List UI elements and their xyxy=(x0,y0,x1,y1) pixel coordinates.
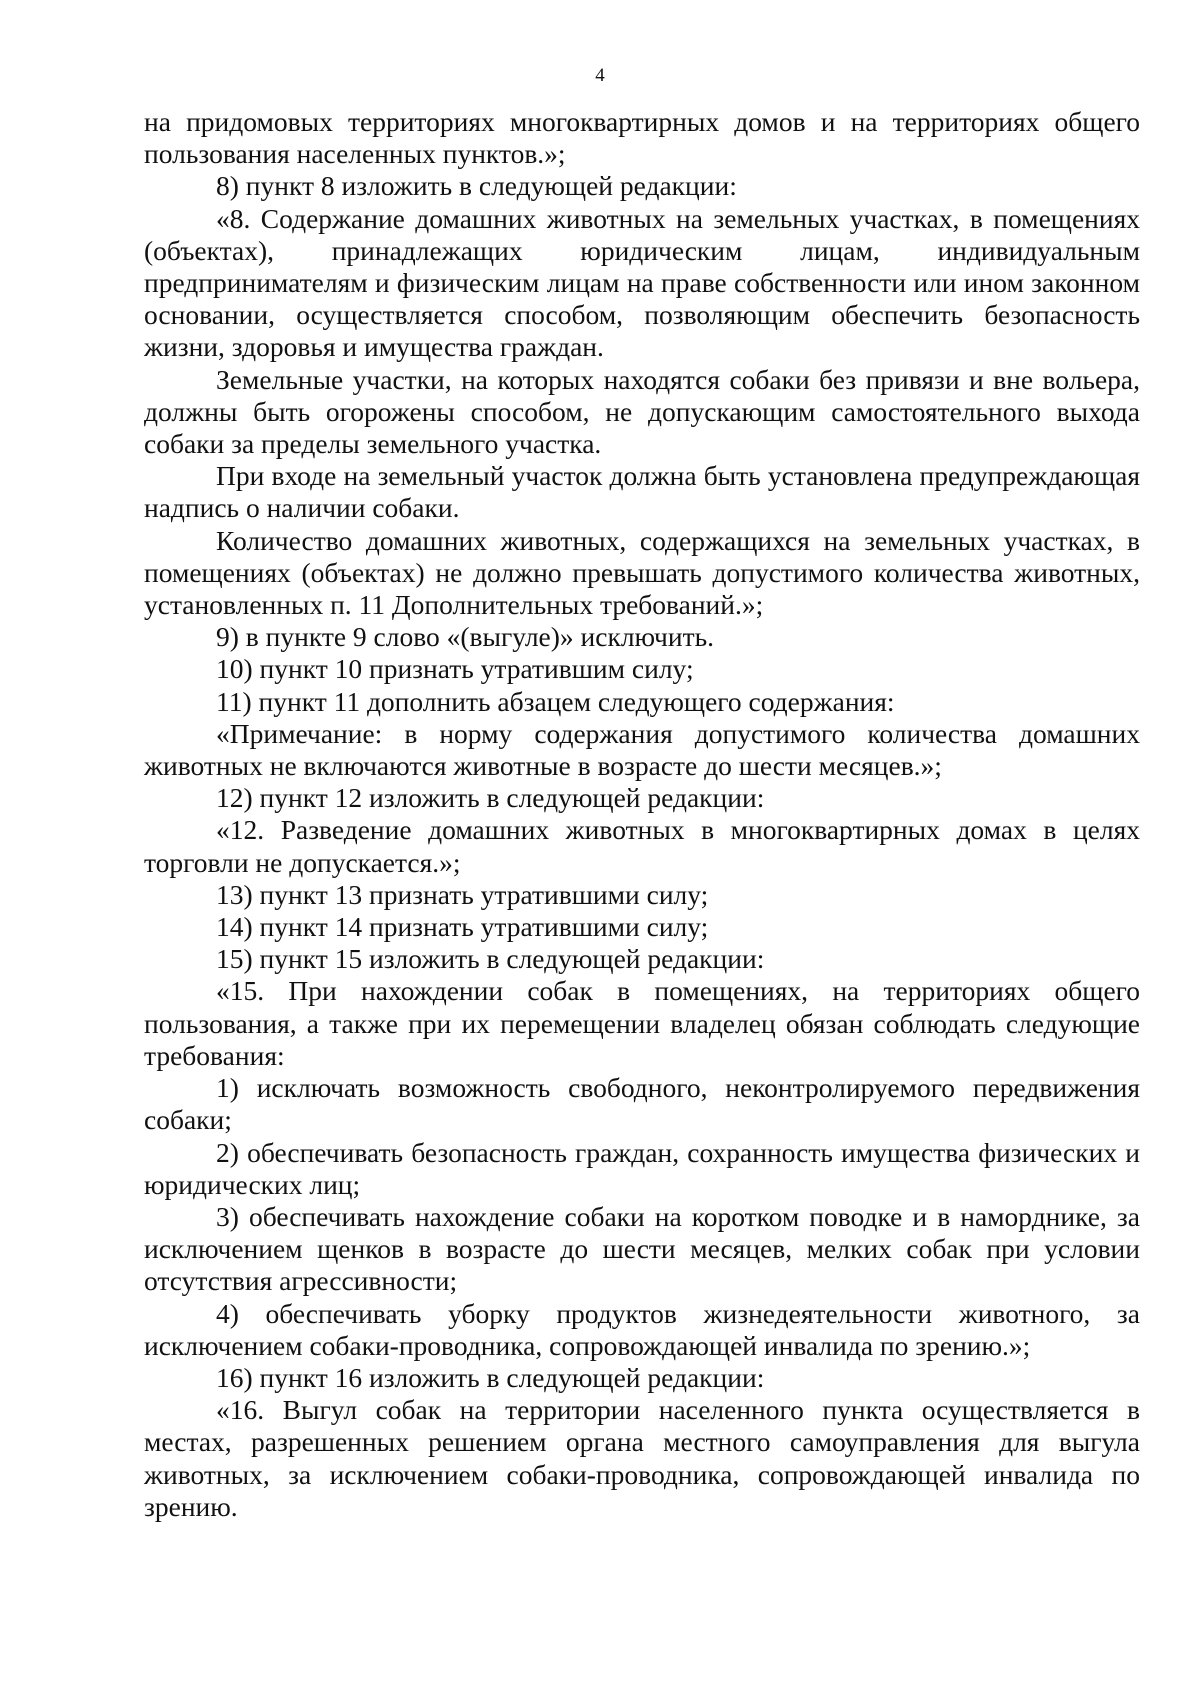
paragraph-warning-sign: При входе на земельный участок должна быть установлена предупреждающая надпись о наличии собаки. xyxy=(144,460,1140,524)
paragraph-item-8: 8) пункт 8 изложить в следующей редакции: xyxy=(216,170,737,202)
paragraph-item-12: 12) пункт 12 изложить в следующей редакции: xyxy=(216,782,765,814)
paragraph-item-15: 15) пункт 15 изложить в следующей редакции: xyxy=(216,943,765,975)
paragraph-requirement-2: 2) обеспечивать безопасность граждан, сохранность имущества физических и юридических лиц; xyxy=(144,1136,1140,1200)
paragraph-item-9: 9) в пункте 9 слово «(выгуле)» исключить. xyxy=(216,621,715,653)
document-body xyxy=(144,106,1140,1523)
paragraph-clause-16-text: «16. Выгул собак на территории населенного пункта осуществляется в местах, разрешенных решением органа местного самоуправления для выгула животных, за исключением собаки-проводника, сопровождающей инвалида по зрению. xyxy=(144,1394,1140,1522)
paragraph-note: «Примечание: в норму содержания допустимого количества домашних животных не включаются животные в возрасте до шести месяцев.»; xyxy=(144,717,1140,782)
paragraph-item-16: 16) пункт 16 изложить в следующей редакции: xyxy=(216,1361,765,1393)
paragraph-item-14: 14) пункт 14 признать утратившими силу; xyxy=(216,911,709,943)
paragraph-clause-15-text: «15. При нахождении собак в помещениях, на территориях общего пользования, а также при их перемещении владелец обязан соблюдать следующие требования: xyxy=(144,975,1140,1071)
paragraph-requirement-3: 3) обеспечивать нахождение собаки на коротком поводке и в наморднике, за исключением щенков в возрасте до шести месяцев, мелких собак при условии отсутствия агрессивности; xyxy=(144,1200,1140,1297)
paragraph-continuation: на придомовых территориях многоквартирных домов и на территориях общего пользования населенных пунктов.»; xyxy=(144,106,1140,170)
paragraph-item-13: 13) пункт 13 признать утратившими силу; xyxy=(216,878,709,910)
paragraph-clause-8-text: «8. Содержание домашних животных на земельных участках, в помещениях (объектах), принадлежащих юридическим лицам, индивидуальным предпринимателям и физическим лицам на праве собственности или ином законном основании, осуществляется способом, позволяющим обеспечить безопасность жизни, здоровья и имущества граждан. xyxy=(144,202,1140,363)
paragraph-animal-count: Количество домашних животных, содержащихся на земельных участках, в помещениях (объектах) не должно превышать допустимого количества животных, установленных п. 11 Дополнительных требований.»; xyxy=(144,524,1140,621)
paragraph-land-plots: Земельные участки, на которых находятся собаки без привязи и вне вольера, должны быть огорожены способом, не допускающим самостоятельного выхода собаки за пределы земельного участка. xyxy=(144,363,1140,460)
paragraph-clause-12-text: «12. Разведение домашних животных в многоквартирных домах в целях торговли не допускается.»; xyxy=(144,814,1140,878)
paragraph-requirement-4: 4) обеспечивать уборку продуктов жизнедеятельности животного, за исключением собаки-проводника, сопровождающей инвалида по зрению.»; xyxy=(144,1297,1140,1361)
page-number: 4 xyxy=(595,65,605,86)
paragraph-item-11: 11) пункт 11 дополнить абзацем следующего содержания: xyxy=(216,685,895,717)
paragraph-item-10: 10) пункт 10 признать утратившим силу; xyxy=(216,653,694,685)
paragraph-requirement-1: 1) исключать возможность свободного, неконтролируемого передвижения собаки; xyxy=(144,1072,1140,1136)
